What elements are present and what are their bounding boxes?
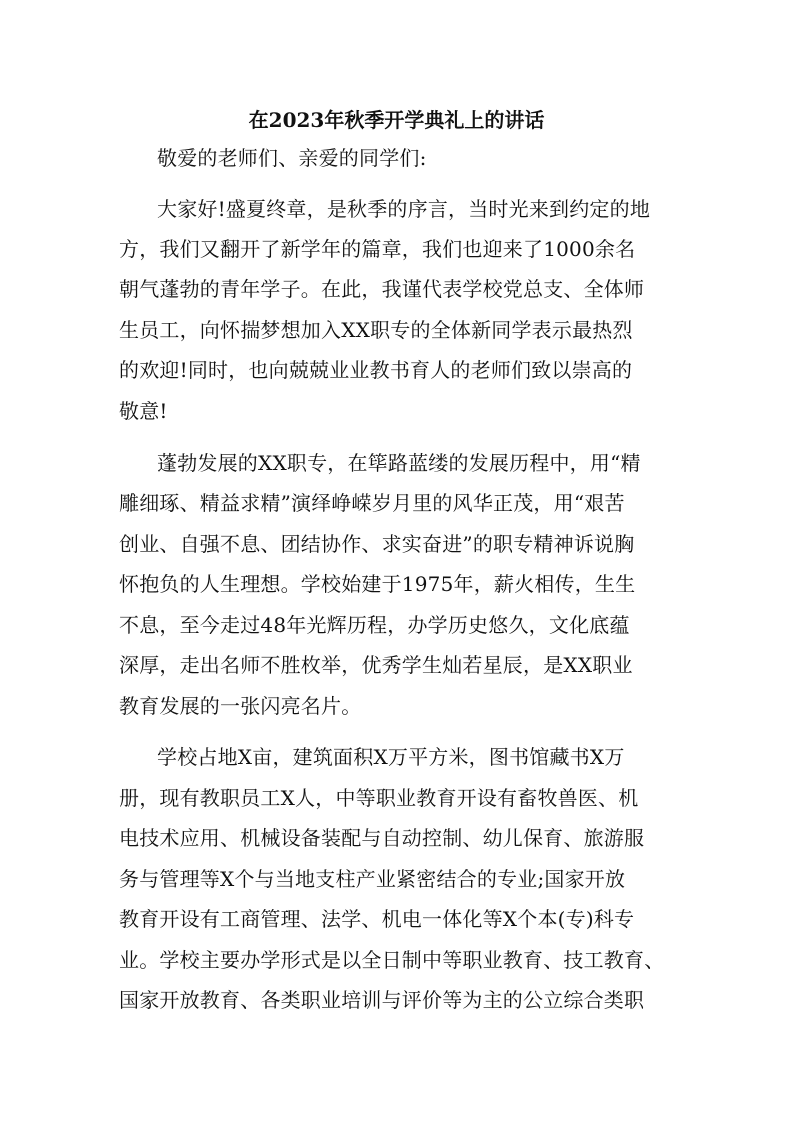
paragraph-2-line-7: 教育发展的一张闪亮名片。 [119,694,362,718]
paragraph-2-line-1: 蓬勃发展的XX职专，在筚路蓝缕的发展历程中，用“精 [157,451,641,475]
paragraph-3-line-2: 册，现有教职员工X人，中等职业教育开设有畜牧兽医、机 [119,786,639,810]
paragraph-2-line-2: 雕细琢、精益求精”演绎峥嵘岁月里的风华正茂，用“艰苦 [119,491,625,515]
paragraph-1-line-6: 敬意! [119,399,168,423]
paragraph-3-line-4: 务与管理等X个与当地支柱产业紧密结合的专业;国家开放 [119,867,626,891]
paragraph-1-line-5: 的欢迎!同时，也向兢兢业业教书育人的老师们致以崇高的 [119,358,633,382]
salutation-line: 敬爱的老师们、亲爱的同学们: [157,146,427,170]
paragraph-2-line-3: 创业、自强不息、团结协作、求实奋进”的职专精神诉说胸 [119,532,635,556]
paragraph-2-line-4: 怀抱负的人生理想。学校始建于1975年，薪火相传，生生 [119,572,636,596]
paragraph-1-line-3: 朝气蓬勃的青年学子。在此，我谨代表学校党总支、全体师 [119,277,645,301]
paragraph-3-line-7: 国家开放教育、各类职业培训与评价等为主的公立综合类职 [119,988,645,1012]
paragraph-1-line-1: 大家好!盛夏终章，是秋季的序言，当时光来到约定的地 [157,197,651,221]
paragraph-3-line-6: 业。学校主要办学形式是以全日制中等职业教育、技工教育、 [119,948,665,972]
paragraph-3-line-1: 学校占地X亩，建筑面积X万平方米，图书馆藏书X万 [157,745,625,769]
paragraph-1-line-2: 方，我们又翻开了新学年的篇章，我们也迎来了1000余名 [119,237,636,261]
paragraph-1-line-4: 生员工，向怀揣梦想加入XX职专的全体新同学表示最热烈 [119,318,633,342]
document-title: 在2023年秋季开学典礼上的讲话 [248,108,545,132]
paragraph-3-line-3: 电技术应用、机械设备装配与自动控制、幼儿保育、旅游服 [119,826,645,850]
paragraph-2-line-6: 深厚，走出名师不胜枚举，优秀学生灿若星辰，是XX职业 [119,653,633,677]
paragraph-3-line-5: 教育开设有工商管理、法学、机电一体化等X个本(专)科专 [119,907,635,931]
paragraph-2-line-5: 不息，至今走过48年光辉历程，办学历史悠久，文化底蕴 [119,613,630,637]
